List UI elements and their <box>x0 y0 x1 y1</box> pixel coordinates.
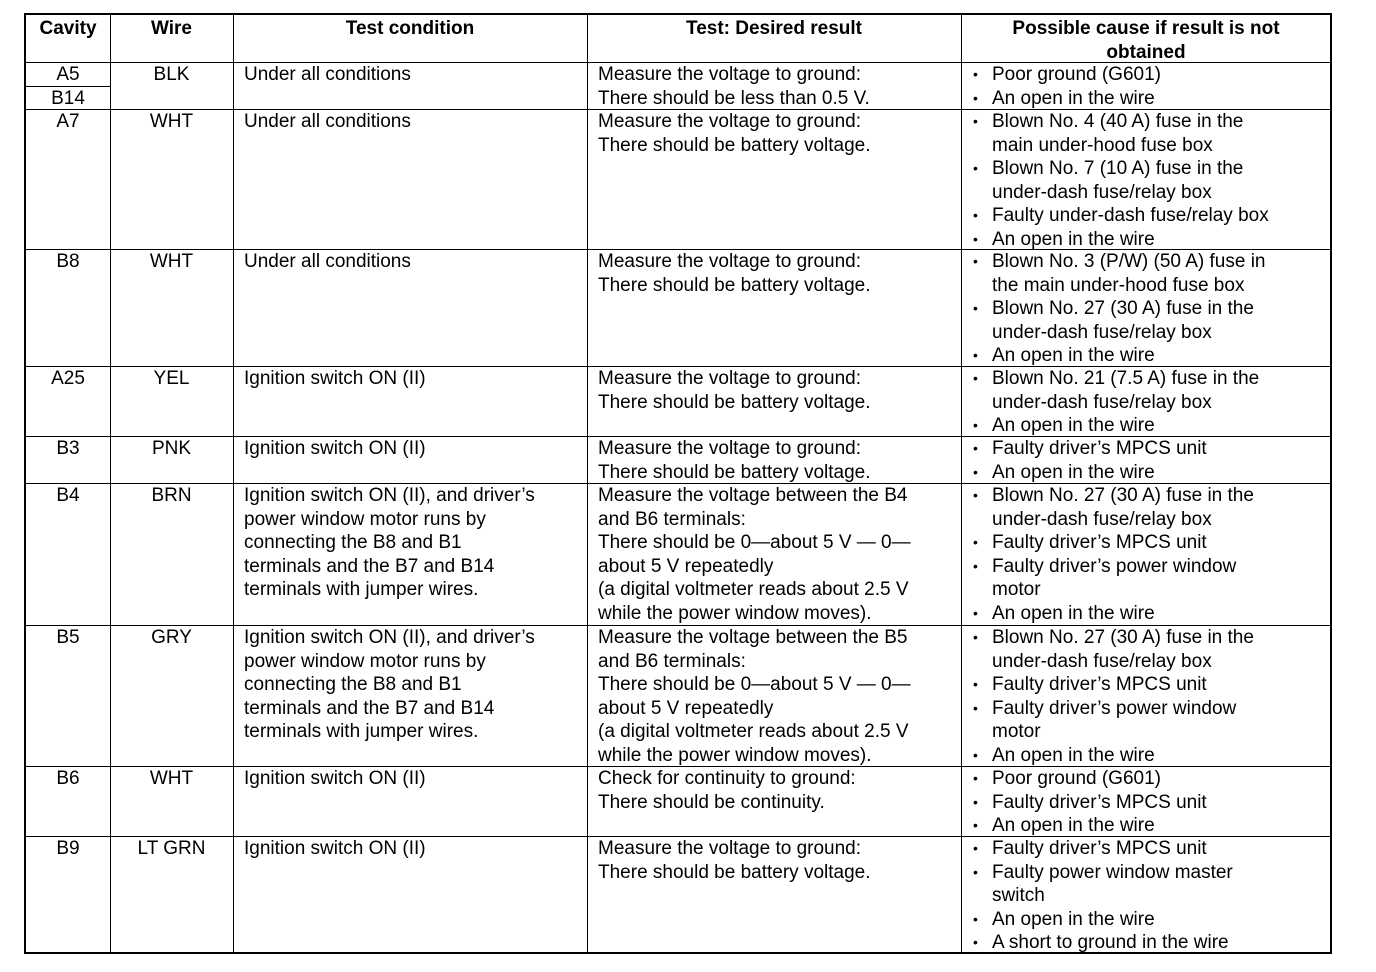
cavity-cell: B6 <box>56 768 80 789</box>
cavity-cell: A7 <box>56 111 80 132</box>
cause-list <box>971 626 1254 767</box>
result-cell: Measure the voltage to ground: There should be battery voltage. <box>598 111 871 156</box>
cause-item: • An open in the wire <box>971 228 1269 252</box>
cause-item: • Faulty driver’s power window motor <box>971 697 1254 744</box>
cause-item: • Faulty driver’s MPCS unit <box>971 791 1207 815</box>
condition-cell: Ignition switch ON (II), and driver’s power window motor runs by connecting the B8 and B1 terminals and the B7 and B14 terminals with jumper wires. <box>244 485 535 600</box>
wire-cell: GRY <box>151 627 192 648</box>
cause-list <box>971 250 1266 368</box>
cause-item: • Blown No. 4 (40 A) fuse in the main under-hood fuse box <box>971 110 1269 157</box>
cavity-cell: B9 <box>56 838 80 859</box>
condition-cell: Under all conditions <box>244 111 411 132</box>
cause-list <box>971 767 1207 838</box>
header-cavity: Cavity <box>39 18 97 39</box>
wire-cell: BLK <box>153 64 190 85</box>
condition-cell: Under all conditions <box>244 64 411 85</box>
condition-cell: Ignition switch ON (II) <box>244 768 426 789</box>
cause-item: • Faulty driver’s MPCS unit <box>971 437 1207 461</box>
troubleshooting-table <box>24 13 1332 954</box>
cavity-cell: A5 <box>56 64 80 85</box>
header-desired-result: Test: Desired result <box>686 18 862 39</box>
header-possible-cause: Possible cause if result is not obtained <box>1012 18 1280 63</box>
cavity-cell: B3 <box>56 438 80 459</box>
cause-item: • An open in the wire <box>971 87 1161 111</box>
result-cell: Measure the voltage to ground: There should be battery voltage. <box>598 251 871 296</box>
condition-cell: Ignition switch ON (II) <box>244 368 426 389</box>
cause-list <box>971 837 1233 955</box>
wire-cell: WHT <box>149 251 194 272</box>
result-cell: Measure the voltage to ground: There should be less than 0.5 V. <box>598 64 870 109</box>
cause-item: • An open in the wire <box>971 414 1259 438</box>
cause-item: • Blown No. 27 (30 A) fuse in the under-dash fuse/relay box <box>971 484 1254 531</box>
cause-item: • Blown No. 7 (10 A) fuse in the under-dash fuse/relay box <box>971 157 1269 204</box>
cause-list <box>971 367 1259 438</box>
cause-item: • Blown No. 3 (P/W) (50 A) fuse in the main under-hood fuse box <box>971 250 1266 297</box>
cause-item: • Poor ground (G601) <box>971 767 1207 791</box>
cavity-cell: B14 <box>51 88 85 109</box>
result-cell: Measure the voltage to ground: There should be battery voltage. <box>598 838 871 883</box>
wire-cell: YEL <box>153 368 190 389</box>
wire-cell: BRN <box>151 485 192 506</box>
condition-cell: Ignition switch ON (II) <box>244 438 426 459</box>
cause-item: • An open in the wire <box>971 344 1266 368</box>
cause-item: • An open in the wire <box>971 602 1254 626</box>
result-cell: Measure the voltage between the B4 and B6 terminals: There should be 0—about 5 V — 0— about 5 V repeatedly (a digital voltmeter reads about 2.5 V while the power window moves). <box>598 485 911 624</box>
header-test-condition: Test condition <box>345 18 475 39</box>
cavity-cell: B4 <box>56 485 80 506</box>
cause-item: • Poor ground (G601) <box>971 63 1161 87</box>
cause-item: • Faulty driver’s power window motor <box>971 555 1254 602</box>
wire-cell: LT GRN <box>137 838 206 859</box>
wire-cell: WHT <box>149 111 194 132</box>
header-wire: Wire <box>150 18 192 39</box>
result-cell: Measure the voltage to ground: There should be battery voltage. <box>598 438 871 483</box>
cause-item: • Faulty under-dash fuse/relay box <box>971 204 1269 228</box>
cause-item: • Blown No. 21 (7.5 A) fuse in the under-dash fuse/relay box <box>971 367 1259 414</box>
cavity-cell: B5 <box>56 627 80 648</box>
condition-cell: Ignition switch ON (II) <box>244 838 426 859</box>
cause-item: • Blown No. 27 (30 A) fuse in the under-dash fuse/relay box <box>971 297 1266 344</box>
condition-cell: Ignition switch ON (II), and driver’s power window motor runs by connecting the B8 and B1 terminals and the B7 and B14 terminals with jumper wires. <box>244 627 535 742</box>
cause-list <box>971 437 1207 484</box>
result-cell: Measure the voltage to ground: There should be battery voltage. <box>598 368 871 413</box>
cause-item: • Faulty driver’s MPCS unit <box>971 837 1233 861</box>
cause-item: • Faulty power window master switch <box>971 861 1233 908</box>
cause-list <box>971 110 1269 251</box>
result-cell: Measure the voltage between the B5 and B6 terminals: There should be 0—about 5 V — 0— about 5 V repeatedly (a digital voltmeter reads about 2.5 V while the power window moves). <box>598 627 911 766</box>
cause-item: • A short to ground in the wire <box>971 931 1233 955</box>
cause-list <box>971 484 1254 625</box>
cause-item: • An open in the wire <box>971 814 1207 838</box>
cause-item: • Faulty driver’s MPCS unit <box>971 531 1254 555</box>
wire-cell: PNK <box>151 438 192 459</box>
condition-cell: Under all conditions <box>244 251 411 272</box>
cause-item: • An open in the wire <box>971 461 1207 485</box>
wire-cell: WHT <box>149 768 194 789</box>
cause-item: • Faulty driver’s MPCS unit <box>971 673 1254 697</box>
cause-list <box>971 63 1161 110</box>
cause-item: • Blown No. 27 (30 A) fuse in the under-dash fuse/relay box <box>971 626 1254 673</box>
cavity-cell: B8 <box>56 251 80 272</box>
result-cell: Check for continuity to ground: There should be continuity. <box>598 768 856 813</box>
cavity-cell: A25 <box>51 368 85 389</box>
cause-item: • An open in the wire <box>971 908 1233 932</box>
cause-item: • An open in the wire <box>971 744 1254 768</box>
